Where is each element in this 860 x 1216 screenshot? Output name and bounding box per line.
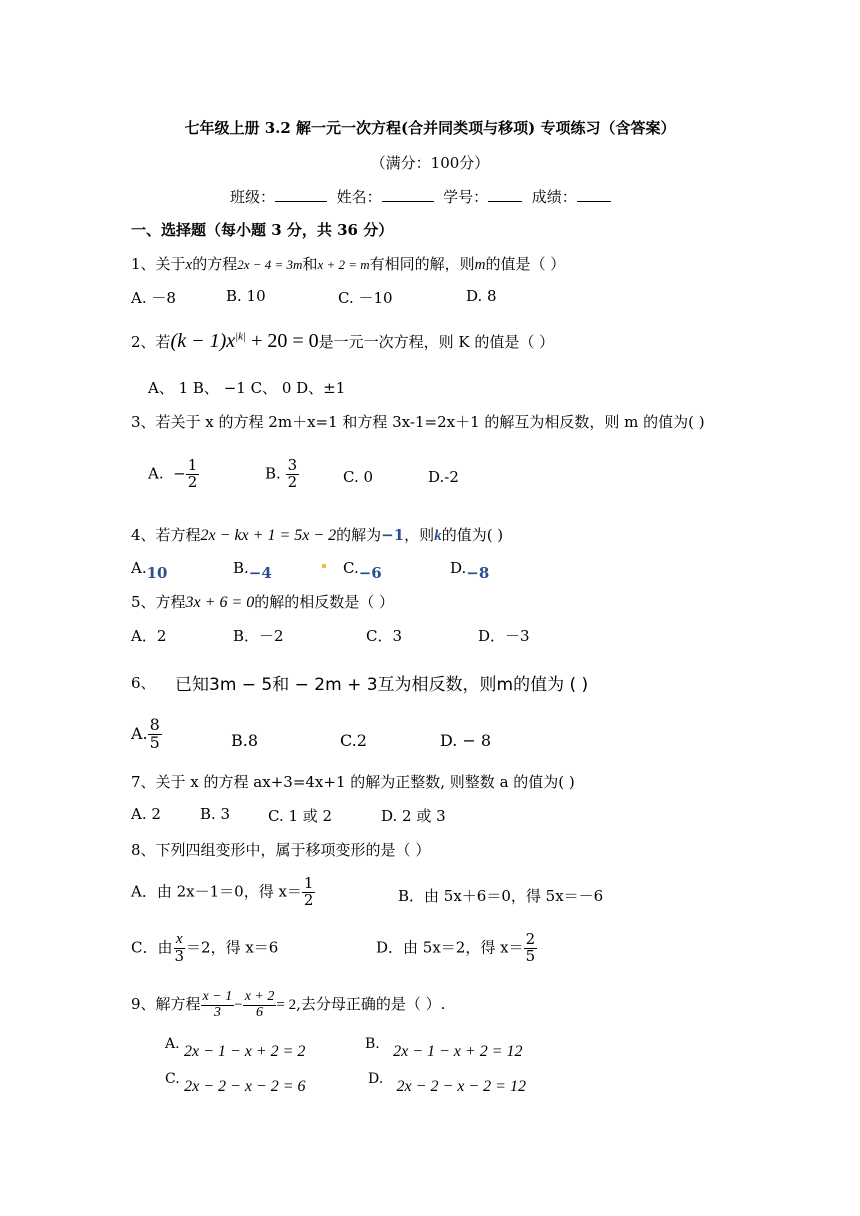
q6-opt-a-fraction [148, 717, 162, 752]
q3-opt-a-fraction [186, 458, 200, 491]
q6-opt-a-den: 5 [149, 732, 160, 752]
q4-opt-a-value: 10 [146, 564, 168, 582]
question-6: 已知3m − 5和 − 2m + 3互为相反数，则m的值为 ( ) [175, 675, 589, 695]
question-9 [131, 990, 445, 1020]
q1-option-c[interactable]: C. －10 [338, 289, 393, 307]
q9-option-b[interactable] [365, 1036, 523, 1061]
q2-prefix: 2、若 [131, 333, 171, 351]
q9-fraction-1 [201, 990, 235, 1020]
question-8: 8、下列四组变形中，属于移项变形的是（ ） [131, 841, 431, 859]
q9-f1-num: x − 1 [202, 989, 233, 1004]
q1-option-d[interactable]: D. 8 [466, 287, 497, 305]
q8-opt-d-fraction [524, 932, 538, 965]
q6-option-c[interactable]: C.2 [340, 731, 367, 750]
q9-f2-num: x + 2 [244, 989, 275, 1004]
q8-opt-c-post: ＝2，得 x＝6 [186, 938, 279, 957]
q4-mid: 的解为 [336, 526, 382, 544]
grade-blank[interactable] [577, 200, 611, 202]
q9-opt-b-label: B. [365, 1036, 380, 1052]
q3-opt-b-num: 3 [287, 456, 298, 474]
q1-mid1: 的方程 [192, 255, 238, 273]
q7-option-d[interactable]: D. 2 或 3 [381, 807, 446, 825]
q8-option-a[interactable] [131, 876, 315, 909]
q9-fraction-2 [243, 990, 277, 1020]
q8-opt-a-num: 1 [303, 874, 314, 892]
q4-opt-c-value: −6 [358, 564, 382, 582]
q8-opt-d-num: 2 [525, 930, 536, 948]
q9-opt-b-equation: 2x − 1 − x + 2 = 12 [393, 1043, 523, 1060]
q9-minus: − [234, 997, 243, 1014]
q3-opt-b-label: B. [265, 464, 281, 483]
q2-equation-base: (k − 1)x [170, 330, 236, 352]
q5-option-d[interactable]: D．－3 [478, 627, 530, 645]
q9-opt-a-label: A. [165, 1036, 180, 1052]
question-2 [131, 330, 554, 353]
q8-opt-a-text: A．由 2x－1＝0，得 x＝ [131, 882, 302, 901]
stray-mark [322, 564, 326, 568]
q1-and: 和 [302, 255, 318, 273]
question-1 [131, 253, 565, 274]
q2-exponent: |k| [235, 330, 247, 343]
document-title: 七年级上册 3.2 解一元一次方程(合并同类项与移项) 专项练习（含答案） [184, 119, 676, 137]
q4-suffix: 的值为( ) [441, 526, 504, 544]
q1-var-x: x [185, 257, 193, 273]
id-blank[interactable] [488, 200, 522, 202]
q2-suffix: 是一元一次方程，则 K 的值是（ ） [318, 333, 555, 351]
q4-option-b[interactable] [233, 559, 272, 582]
q4-var-k: k [434, 528, 442, 544]
id-label: 学号： [443, 188, 489, 206]
q8-opt-d-text: D．由 5x＝2，得 x＝ [376, 938, 524, 957]
question-3: 3、若关于 x 的方程 2m＋x=1 和方程 3x-1=2x＋1 的解互为相反数，则 m 的值为( ) [131, 413, 705, 431]
q4-opt-c-label: C. [343, 559, 359, 577]
q8-option-b[interactable]: B．由 5x＋6＝0，得 5x＝－6 [398, 887, 604, 905]
q6-number: 6、 [131, 674, 156, 692]
q3-opt-a-num: 1 [187, 456, 198, 474]
q8-opt-d-den: 5 [525, 946, 536, 965]
q5-option-a[interactable]: A．2 [131, 627, 167, 645]
q4-equation: 2x − kx + 1 = 5x − 2 [200, 527, 337, 544]
q8-opt-c-pre: C．由 [131, 938, 173, 957]
q6-option-b[interactable]: B.8 [231, 731, 259, 750]
question-4 [131, 524, 503, 545]
q3-opt-a-label: A. [148, 464, 164, 483]
q9-suffix: ,去分母正确的是（ ）. [296, 995, 446, 1014]
q2-options[interactable]: A、 1 B、 −1 C、 0 D、±1 [148, 379, 346, 397]
q9-opt-d-equation: 2x − 2 − x − 2 = 12 [396, 1078, 526, 1095]
q9-opt-c-label: C. [165, 1071, 180, 1087]
q5-option-c[interactable]: C．3 [366, 627, 403, 645]
q9-f2-den: 6 [256, 1004, 264, 1020]
q7-option-c[interactable]: C. 1 或 2 [268, 807, 333, 825]
q4-opt-b-value: −4 [248, 564, 272, 582]
q4-option-c[interactable] [343, 559, 382, 582]
q1-option-a[interactable]: A. －8 [131, 289, 176, 307]
q4-opt-b-label: B. [233, 559, 249, 577]
name-label: 姓名： [336, 188, 382, 206]
q4-opt-d-value: −8 [466, 564, 490, 582]
q3-opt-a-sign: − [173, 464, 186, 483]
q4-opt-a-label: A. [131, 559, 147, 577]
q3-option-b[interactable] [265, 458, 299, 491]
q5-equation: 3x + 6 = 0 [185, 594, 255, 611]
q4-option-a[interactable] [131, 559, 168, 582]
q3-option-a[interactable] [148, 458, 199, 491]
q6-opt-a-num: 8 [149, 715, 160, 734]
q3-opt-a-den: 2 [187, 472, 198, 491]
q8-opt-c-fraction [172, 932, 186, 965]
q3-opt-b-den: 2 [287, 472, 298, 491]
question-5 [131, 591, 394, 612]
q8-opt-c-den: 3 [174, 946, 185, 965]
q6-opt-a-label: A. [131, 723, 148, 743]
q3-option-d[interactable]: D.-2 [428, 468, 459, 486]
q5-suffix: 的解的相反数是（ ） [254, 593, 395, 611]
q8-opt-a-den: 2 [303, 890, 314, 909]
q9-option-a[interactable] [165, 1036, 306, 1061]
grade-label: 成绩： [531, 188, 577, 206]
q4-prefix: 4、若方程 [131, 526, 201, 544]
q2-equation [171, 330, 319, 352]
q8-option-d[interactable] [376, 932, 537, 965]
q9-option-c[interactable] [165, 1071, 306, 1096]
q7-option-a[interactable]: A. 2 [131, 805, 161, 823]
q4-solution: −1 [381, 526, 405, 544]
q8-opt-a-fraction [302, 876, 316, 909]
q1-equation-2: x + 2 = m [317, 257, 370, 272]
q5-prefix: 5、方程 [131, 593, 186, 611]
score-note: （满分：100分） [370, 154, 490, 172]
q6-option-d[interactable]: D. − 8 [440, 731, 492, 750]
q9-option-d[interactable] [368, 1071, 526, 1096]
q1-equation-1: 2x − 4 = 3m [237, 257, 303, 272]
question-7: 7、关于 x 的方程 ax+3=4x+1 的解为正整数, 则整数 a 的值为( ) [131, 773, 575, 791]
class-label: 班级： [230, 188, 276, 206]
q2-equation-tail: + 20 = 0 [246, 330, 319, 352]
q1-var-m: m [474, 257, 486, 273]
q5-option-b[interactable]: B．－2 [233, 627, 284, 645]
q6-option-a[interactable] [131, 717, 162, 752]
q7-option-b[interactable]: B. 3 [200, 805, 231, 823]
q9-eq-tail: = 2 [276, 997, 297, 1014]
q4-option-d[interactable] [450, 559, 490, 582]
q1-option-b[interactable]: B. 10 [226, 287, 266, 305]
q9-opt-c-equation: 2x − 2 − x − 2 = 6 [184, 1078, 306, 1095]
q1-suffix: 的值是（ ） [485, 255, 566, 273]
q4-mid2: ，则 [404, 526, 435, 544]
class-blank[interactable] [275, 200, 327, 202]
q3-opt-b-fraction [286, 458, 300, 491]
student-info-line [230, 186, 611, 207]
q1-prefix: 1、关于 [131, 255, 186, 273]
q9-f1-den: 3 [213, 1004, 221, 1020]
name-blank[interactable] [382, 200, 434, 202]
q9-opt-d-label: D. [368, 1071, 384, 1087]
q1-mid2: 有相同的解，则 [369, 255, 475, 273]
q8-opt-c-num: x [175, 931, 183, 947]
q9-prefix: 9、解方程 [131, 995, 201, 1014]
q4-opt-d-label: D. [450, 559, 467, 577]
q3-option-c[interactable]: C. 0 [343, 468, 374, 486]
section-heading: 一、选择题（每小题 3 分，共 36 分） [131, 221, 394, 239]
q9-opt-a-equation: 2x − 1 − x + 2 = 2 [184, 1043, 306, 1060]
q8-option-c[interactable] [131, 932, 278, 965]
